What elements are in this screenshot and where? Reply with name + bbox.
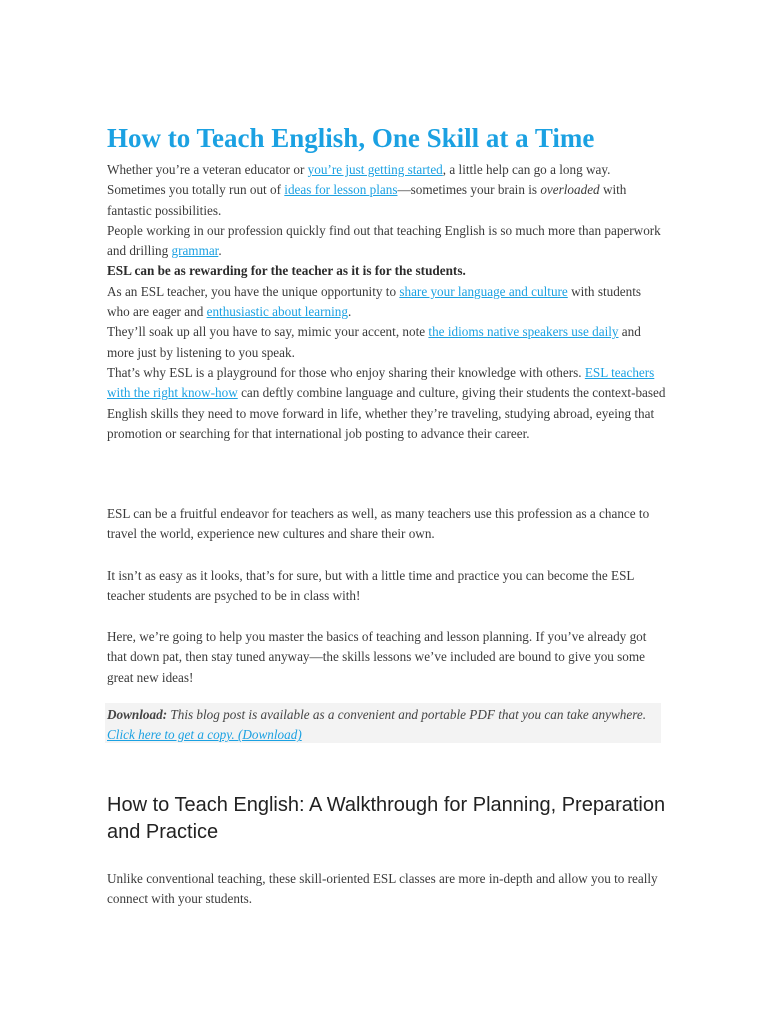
- paragraph-unlike: Unlike conventional teaching, these skill-oriented ESL classes are more in-depth and allow you to really connect with your students.: [107, 871, 658, 907]
- intro-paragraph-3: People working in our profession quickly find out that teaching English is so much more than paperwork and drilling grammar.: [107, 222, 661, 259]
- paragraph-here: Here, we’re going to help you master the basics of teaching and lesson planning. If you’ve already got that down pat, then stay tuned anyway—the skills lessons we’ve included are bound to give you some great new ideas!: [107, 629, 647, 685]
- link-just-getting-started[interactable]: you’re just getting started: [307, 162, 443, 177]
- download-label: Download:: [107, 707, 168, 722]
- intro-paragraph-7: That’s why ESL is a playground for those who enjoy sharing their knowledge with others. ESL teachers with the right know-how can deftly combine language and culture, giving their students the context-based English skills they need to move forward in life, whether they’re traveling, studying abroad, eyeing that promotion or searching for that international job posting to advance their career.: [107, 364, 666, 441]
- intro-bold-statement: ESL can be as rewarding for the teacher as it is for the students.: [107, 263, 466, 279]
- download-text: This blog post is available as a convenient and portable PDF that you can take anywhere.: [167, 707, 647, 722]
- link-lesson-plan-ideas[interactable]: ideas for lesson plans: [284, 182, 398, 198]
- paragraph-fruitful: ESL can be a fruitful endeavor for teachers as well, as many teachers use this profession as a chance to travel the world, experience new cultures and share their own.: [107, 506, 650, 542]
- link-enthusiastic-learning[interactable]: enthusiastic about learning: [206, 304, 348, 320]
- link-share-language-culture[interactable]: share your language and culture: [399, 283, 568, 299]
- intro-paragraph-6: They’ll soak up all you have to say, mimic your accent, note the idioms native speakers use daily and more just by listening to you speak.: [107, 324, 641, 360]
- page-title: How to Teach English, One Skill at a Time: [107, 123, 595, 153]
- link-native-idioms[interactable]: the idioms native speakers use daily: [428, 324, 619, 340]
- link-grammar[interactable]: grammar: [171, 243, 219, 259]
- section-heading: How to Teach English: A Walkthrough for Planning, Preparation and Practice: [107, 794, 666, 843]
- download-callout: [105, 703, 661, 743]
- intro-paragraph-2: Sometimes you totally run out of ideas for lesson plans—sometimes your brain is overloaded with fantastic possibilities.: [107, 182, 627, 218]
- intro-block: [107, 160, 667, 444]
- paragraph-not-easy: It isn’t as easy as it looks, that’s for sure, but with a little time and practice you can become the ESL teacher students are psyched to be in class with!: [107, 568, 634, 604]
- intro-paragraph-5: As an ESL teacher, you have the unique opportunity to share your language and culture with students who are eager and enthusiastic about learning.: [107, 283, 642, 320]
- link-esl-know-how[interactable]: ESL teachers with the right know-how: [107, 364, 655, 401]
- intro-paragraph-1: Whether you’re a veteran educator or you’re just getting started, a little help can go a long way.: [107, 162, 611, 177]
- download-link[interactable]: Click here to get a copy. (Download): [107, 727, 302, 743]
